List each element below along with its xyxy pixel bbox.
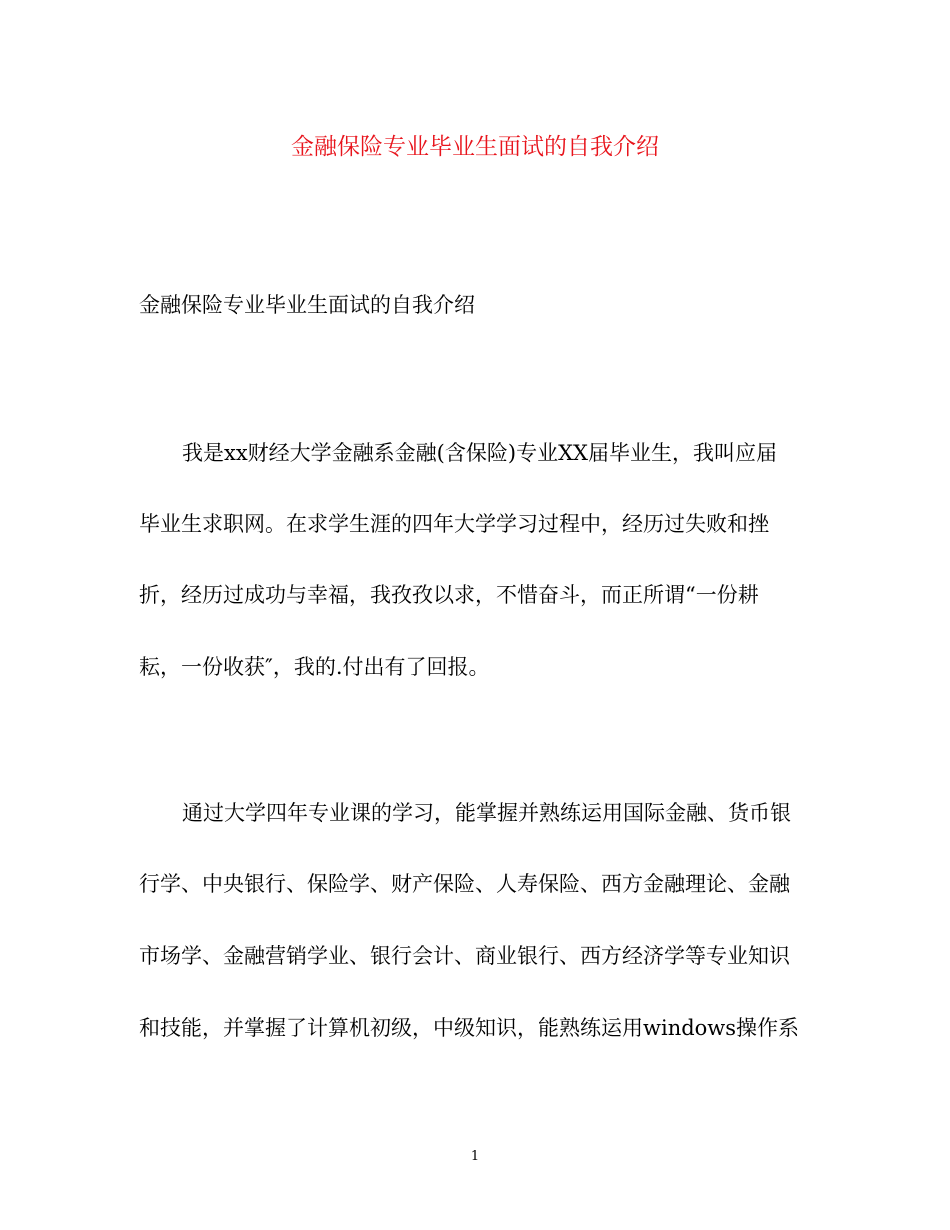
paragraph-line: 市场学、金融营销学业、银行会计、商业银行、西方经济学等专业知识	[139, 944, 790, 968]
paragraph-line: 耘，一份收获″，我的.付出有了回报。	[139, 655, 490, 679]
paragraph-line: 毕业生求职网。在求学生涯的四年大学学习过程中，经历过失败和挫	[139, 512, 769, 536]
document-title: 金融保险专业毕业生面试的自我介绍	[291, 134, 659, 160]
paragraph-line: 我是xx财经大学金融系金融(含保险)专业XX届毕业生，我叫应届	[182, 441, 777, 465]
paragraph-line: 折，经历过成功与幸福，我孜孜以求，不惜奋斗，而正所谓“一份耕	[139, 583, 759, 607]
paragraph-line: 和技能，并掌握了计算机初级，中级知识，能熟练运用windows操作系	[139, 1016, 800, 1040]
page-number: 1	[470, 1149, 480, 1164]
document-subtitle: 金融保险专业毕业生面试的自我介绍	[139, 293, 475, 317]
paragraph-line: 行学、中央银行、保险学、财产保险、人寿保险、西方金融理论、金融	[139, 872, 790, 896]
paragraph-line: 通过大学四年专业课的学习，能掌握并熟练运用国际金融、货币银	[182, 801, 791, 825]
